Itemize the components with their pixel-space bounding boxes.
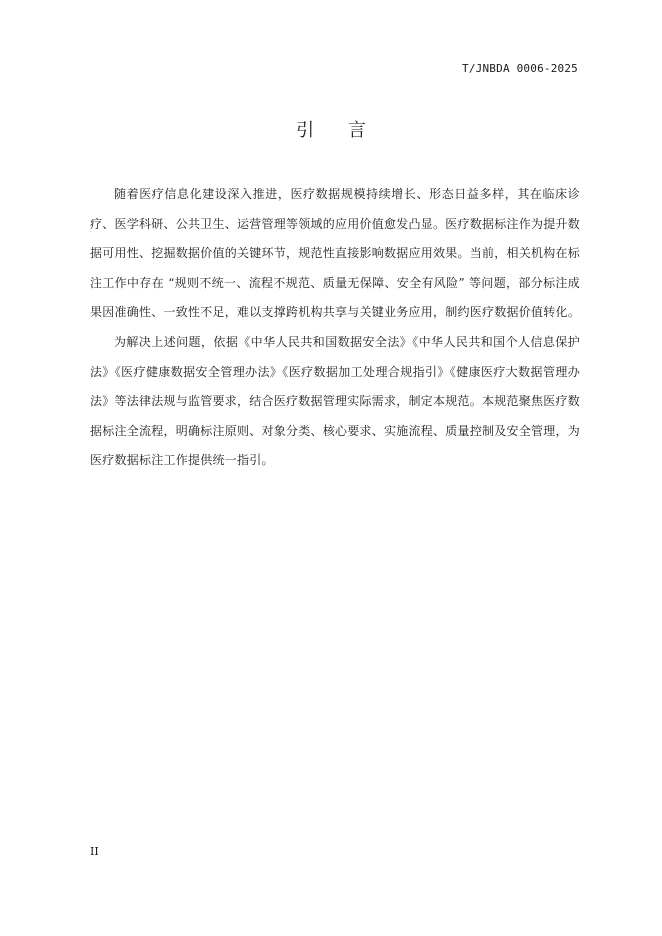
- section-title: 引 言: [296, 120, 380, 141]
- paragraph-background: 随着医疗信息化建设深入推进，医疗数据规模持续增长、形态日益多样，其在临床诊疗、医学科研、公共卫生、运营管理等领域的应用价值愈发凸显。医疗数据标注作为提升数据可用性、挖掘数据价值的关键环节，规范性直接影响数据应用效果。当前，相关机构在标注工作中存在 “规则不统一、流程不规范、质量无保障、安全有风险” 等问题，部分标注成果因准确性、一致性不足，难以支撑跨机构共享与关键业务应用，制约医疗数据价值转化。: [90, 187, 581, 320]
- body-text: [90, 180, 580, 476]
- document-code: T/JNBDA 0006-2025: [462, 62, 578, 75]
- paragraph-purpose: 为解决上述问题，依据《中华人民共和国数据安全法》《中华人民共和国个人信息保护法》《医疗健康数据安全管理办法》《医疗数据加工处理合规指引》《健康医疗大数据管理办法》等法律法规与监管要求，结合医疗数据管理实际需求，制定本规范。本规范聚焦医疗数据标注全流程，明确标注原则、对象分类、核心要求、实施流程、质量控制及安全管理，为医疗数据标注工作提供统一指引。: [90, 334, 581, 468]
- page-number: II: [90, 845, 99, 858]
